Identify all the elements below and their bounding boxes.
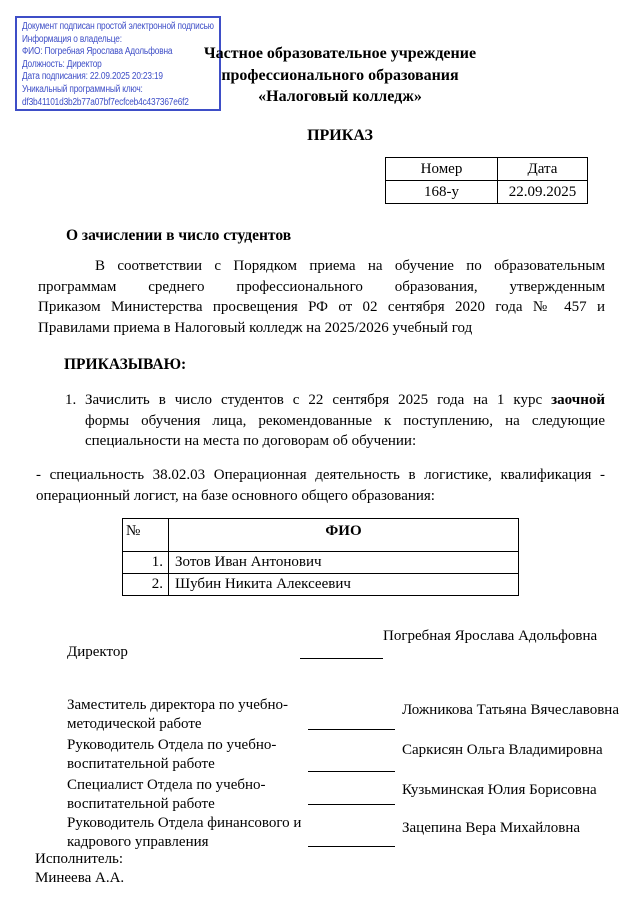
stamp-key: df3b41101d3b2b77a07bf7ecfceb4c437367e6f2	[22, 96, 189, 108]
order-item-line: специальности на места по договорам об обучении:	[85, 433, 417, 450]
signatory-name: Ложникова Татьяна Вячеславовна	[402, 702, 619, 718]
student-row-number: 2.	[123, 574, 169, 596]
executor-name: Минеева А.А.	[35, 869, 125, 886]
order-number-header: Номер	[386, 158, 498, 181]
stamp-line: Дата подписания: 22.09.2025 20:23:19	[22, 71, 163, 83]
order-date-value: 22.09.2025	[498, 181, 588, 204]
students-table	[122, 518, 519, 596]
stamp-line: Должность: Директор	[22, 58, 102, 70]
document-type-title: ПРИКАЗ	[307, 127, 373, 144]
signature-line	[300, 658, 383, 659]
order-item-line: формы обучения лица, рекомендованные к поступлению, на следующие	[85, 412, 605, 429]
organization-name	[75, 43, 605, 108]
order-item-line: Зачислить в число студентов с 22 сентября 2025 года на 1 курс заочной	[85, 392, 606, 408]
signatory-title: Заместитель директора по учебно-методической работе	[67, 697, 289, 732]
order-date-header: Дата	[498, 158, 588, 181]
signatory-name: Зацепина Вера Михайловна	[402, 820, 581, 836]
table-row	[123, 552, 519, 574]
resolution-heading: ПРИКАЗЫВАЮ:	[64, 356, 187, 373]
order-number-date-table	[385, 157, 588, 204]
org-name-line: Частное образовательное учреждение	[203, 45, 477, 62]
student-name: Шубин Никита Алексеевич	[169, 574, 519, 596]
bold-study-form: заочной	[551, 392, 606, 408]
org-name-line: «Налоговый колледж»	[258, 88, 422, 105]
intro-line: Приказом Министерства просвещения РФ от 02 сентября 2020 года № 457 и	[38, 299, 605, 316]
order-number-value: 168-у	[386, 181, 498, 204]
stamp-line: Документ подписан простой электронной подписью	[22, 21, 214, 32]
intro-line: Правилами приема в Налоговый колледж на 2025/2026 учебный год	[38, 319, 473, 336]
intro-line: программам среднего профессионального образования, утвержденным	[38, 278, 605, 295]
intro-paragraph	[38, 256, 605, 338]
specialty-line	[36, 465, 605, 506]
org-name-line: профессионального образования	[221, 66, 459, 84]
signature-line	[308, 729, 395, 730]
stamp-line: Уникальный программный ключ:	[22, 83, 143, 95]
executor-block	[35, 850, 124, 887]
stamp-line: Информация о владельце:	[22, 33, 122, 45]
order-subject: О зачислении в число студентов	[66, 227, 292, 244]
signature-line	[308, 804, 395, 805]
stamp-line: ФИО: Погребная Ярослава Адольфовна	[22, 46, 173, 58]
signatory-name: Саркисян Ольга Владимировна	[402, 742, 603, 758]
executor-label: Исполнитель:	[35, 851, 124, 867]
order-item-number: 1.	[65, 392, 77, 408]
students-number-header: №	[123, 519, 169, 552]
order-item-1	[65, 390, 605, 452]
student-row-number: 1.	[123, 552, 169, 574]
signatory-title: Специалист Отдела по учебно-воспитательной работе	[67, 777, 266, 812]
director-title: Директор	[67, 644, 128, 660]
signatory-name: Кузьминская Юлия Борисовна	[402, 782, 597, 798]
signature-line	[308, 771, 395, 772]
table-row	[123, 574, 519, 596]
students-name-header: ФИО	[169, 519, 519, 552]
student-name: Зотов Иван Антонович	[169, 552, 519, 574]
signatory-title: Руководитель Отдела по учебно-воспитательной работе	[67, 737, 277, 772]
specialty-text-line: - специальность 38.02.03 Операционная деятельность в логистике, квалификация -	[36, 467, 605, 483]
signature-line	[308, 846, 395, 847]
director-name: Погребная Ярослава Адольфовна	[383, 628, 598, 644]
signatory-title: Руководитель Отдела финансового и кадрового управления	[67, 815, 302, 850]
specialty-text-line: операционный логист, на базе основного общего образования:	[36, 487, 435, 504]
intro-line: В соответствии с Порядком приема на обучение по образовательным	[95, 258, 605, 274]
